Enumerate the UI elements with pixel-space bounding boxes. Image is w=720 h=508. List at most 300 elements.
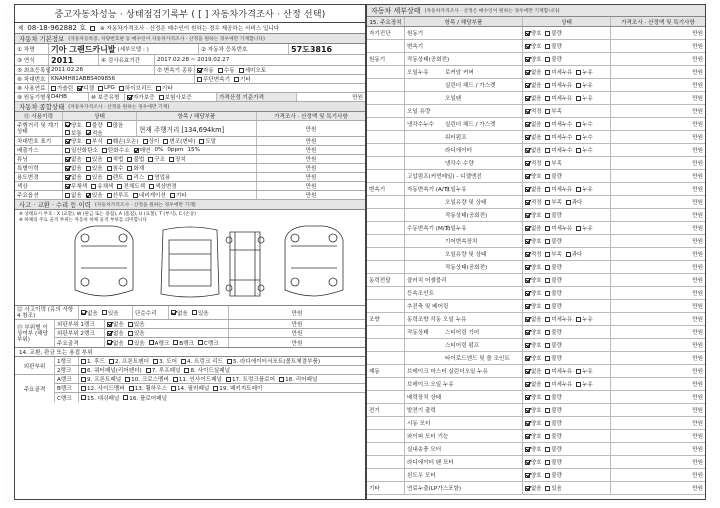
detail-status-checkbox[interactable] bbox=[525, 83, 530, 88]
detail-status-cell bbox=[523, 40, 611, 52]
detail-status-checkbox[interactable] bbox=[525, 148, 530, 153]
sunroof-checkbox[interactable] bbox=[107, 193, 112, 198]
tuning-row bbox=[15, 155, 365, 164]
detail-status-checkbox[interactable] bbox=[545, 330, 550, 335]
detail-group-label bbox=[367, 378, 405, 390]
detail-group-label bbox=[367, 261, 405, 273]
usage-none-checkbox[interactable] bbox=[65, 175, 70, 180]
detail-status-checkbox[interactable] bbox=[545, 395, 550, 400]
trans-manual-checkbox[interactable] bbox=[218, 68, 223, 73]
detail-status-label: 없음 bbox=[531, 369, 542, 375]
outer2-yes-checkbox[interactable] bbox=[128, 331, 133, 336]
detail-status-checkbox[interactable] bbox=[545, 343, 550, 348]
detail-item-cell bbox=[405, 391, 523, 403]
detail-status-checkbox[interactable] bbox=[525, 460, 530, 465]
odo-bad-checkbox[interactable] bbox=[86, 122, 91, 127]
exchange-item bbox=[123, 394, 167, 402]
detail-status-checkbox[interactable] bbox=[545, 291, 550, 296]
odo-normal-checkbox[interactable] bbox=[65, 130, 70, 135]
hc-value: 0ppm bbox=[167, 147, 184, 153]
detail-price-unit: 만원 bbox=[692, 460, 703, 466]
rent-checkbox[interactable] bbox=[107, 175, 112, 180]
detail-group-label bbox=[367, 417, 405, 429]
detail-status-cell bbox=[523, 391, 611, 403]
detail-status-checkbox[interactable] bbox=[545, 44, 550, 49]
detail-status-checkbox[interactable] bbox=[525, 187, 530, 192]
detail-status-checkbox[interactable] bbox=[525, 356, 530, 361]
detail-status-checkbox[interactable] bbox=[525, 382, 530, 387]
detail-status-checkbox[interactable] bbox=[545, 317, 550, 322]
exchange-item-checkbox[interactable] bbox=[213, 386, 218, 391]
detail-item-cell bbox=[405, 313, 523, 325]
tuning-illegal-checkbox[interactable] bbox=[127, 157, 132, 162]
detail-status-checkbox[interactable] bbox=[545, 122, 550, 127]
detail-status-checkbox[interactable] bbox=[525, 96, 530, 101]
detail-status-checkbox[interactable] bbox=[525, 304, 530, 309]
detail-status-checkbox[interactable] bbox=[576, 96, 581, 101]
detail-status-checkbox[interactable] bbox=[576, 187, 581, 192]
detail-status-checkbox[interactable] bbox=[525, 447, 530, 452]
detail-price-unit: 만원 bbox=[692, 226, 703, 232]
detail-status-option bbox=[545, 133, 572, 141]
detail-price-unit: 만원 bbox=[692, 161, 703, 167]
frame-none-label: 없음 bbox=[113, 340, 124, 347]
detail-col-price: 가격조사 · 산정액 및 특기사항 bbox=[621, 19, 695, 26]
detail-status-option bbox=[525, 393, 541, 401]
detail-status-label: 불량 bbox=[551, 395, 562, 401]
detail-status-checkbox[interactable] bbox=[576, 70, 581, 75]
detail-status-checkbox[interactable] bbox=[545, 447, 550, 452]
detail-price-unit: 만원 bbox=[692, 421, 703, 427]
detail-status-checkbox[interactable] bbox=[525, 213, 530, 218]
detail-status-checkbox[interactable] bbox=[525, 278, 530, 283]
detail-status-label: 없음 bbox=[531, 148, 542, 154]
detail-status-option bbox=[545, 94, 572, 102]
detail-row bbox=[367, 79, 705, 92]
detail-status-checkbox[interactable] bbox=[545, 473, 550, 478]
detail-item-label: 오일유량 및 상태 bbox=[445, 200, 487, 206]
detail-group-label bbox=[367, 235, 405, 247]
detail-status-checkbox[interactable] bbox=[525, 31, 530, 36]
detail-status-checkbox[interactable] bbox=[525, 239, 530, 244]
detail-status-label: 불량 bbox=[551, 408, 562, 414]
business-label: 영업용 bbox=[154, 175, 171, 181]
detail-group-label bbox=[367, 443, 405, 455]
repaint-checkbox[interactable] bbox=[117, 184, 122, 189]
detail-status-checkbox[interactable] bbox=[525, 122, 530, 127]
year-label: ③ 연식 bbox=[15, 55, 49, 65]
detail-item-cell bbox=[405, 456, 523, 468]
year-value: 2011 bbox=[49, 55, 99, 65]
detail-status-label: 미세누수 bbox=[551, 135, 573, 141]
fuel-lpg-checkbox[interactable] bbox=[98, 86, 103, 91]
warranty-insurer-checkbox[interactable] bbox=[159, 95, 164, 100]
detail-status-checkbox[interactable] bbox=[545, 70, 550, 75]
detail-status-checkbox[interactable] bbox=[525, 421, 530, 426]
usage-label: 용도변경 bbox=[15, 173, 63, 181]
achromatic-checkbox[interactable] bbox=[65, 184, 70, 189]
detail-status-checkbox[interactable] bbox=[525, 369, 530, 374]
detail-status-checkbox[interactable] bbox=[576, 135, 581, 140]
detail-status-checkbox[interactable] bbox=[545, 356, 550, 361]
detail-status-option bbox=[545, 146, 572, 154]
detail-status-checkbox[interactable] bbox=[545, 304, 550, 309]
detail-section bbox=[367, 5, 705, 17]
detail-status-checkbox[interactable] bbox=[545, 174, 550, 179]
detail-status-label: 불량 bbox=[551, 239, 562, 245]
detail-item-cell bbox=[405, 27, 523, 39]
detail-status-checkbox[interactable] bbox=[576, 148, 581, 153]
detail-status-checkbox[interactable] bbox=[525, 408, 530, 413]
options-yes-checkbox[interactable] bbox=[86, 193, 91, 198]
outer1-none-label: 없음 bbox=[113, 322, 124, 328]
accident-yes-checkbox[interactable] bbox=[102, 310, 107, 315]
detail-item-cell bbox=[405, 469, 523, 481]
detail-status-checkbox[interactable] bbox=[576, 317, 581, 322]
hc-checkbox[interactable] bbox=[102, 148, 107, 153]
lease-checkbox[interactable] bbox=[127, 175, 132, 180]
exchange-item-checkbox[interactable] bbox=[125, 377, 130, 382]
tuning-device-checkbox[interactable] bbox=[169, 157, 174, 162]
usage-yes-checkbox[interactable] bbox=[86, 175, 91, 180]
detail-status-checkbox[interactable] bbox=[525, 395, 530, 400]
detail-header-row bbox=[367, 17, 705, 27]
detail-group-label bbox=[367, 170, 405, 182]
options-other-checkbox[interactable] bbox=[170, 193, 175, 198]
detail-row bbox=[367, 339, 705, 352]
detail-status-option bbox=[525, 263, 541, 271]
detail-item-label: 배력장치 상태 bbox=[407, 395, 442, 401]
detail-status-option bbox=[545, 458, 561, 466]
frame-c-checkbox[interactable] bbox=[198, 340, 203, 345]
exchange-item-checkbox[interactable] bbox=[129, 386, 134, 391]
exchange-item-checkbox[interactable] bbox=[81, 368, 86, 373]
detail-status-label: 불량 bbox=[551, 473, 562, 479]
detail-status-label: 불량 bbox=[551, 447, 562, 453]
detail-status-checkbox[interactable] bbox=[545, 434, 550, 439]
detail-status-label: 적정 bbox=[531, 252, 542, 258]
detail-status-option bbox=[525, 172, 541, 180]
detail-status-label: 없음 bbox=[531, 187, 542, 193]
detail-status-checkbox[interactable] bbox=[545, 369, 550, 374]
detail-status-checkbox[interactable] bbox=[525, 57, 530, 62]
detail-item-cell bbox=[405, 53, 523, 65]
odo-bad-label: 불량 bbox=[91, 122, 103, 129]
detail-status-checkbox[interactable] bbox=[525, 473, 530, 478]
detail-status-checkbox[interactable] bbox=[525, 135, 530, 140]
exchange-item-checkbox[interactable] bbox=[153, 359, 158, 364]
fire-label: 화재 bbox=[133, 166, 145, 172]
exchange-item-label: 15. 대쉬패널 bbox=[87, 395, 120, 402]
detail-status-checkbox[interactable] bbox=[545, 187, 550, 192]
detail-row bbox=[367, 209, 705, 222]
detail-status-label: 불량 bbox=[551, 304, 562, 310]
detail-status-label: 없음 bbox=[531, 382, 542, 388]
detail-status-checkbox[interactable] bbox=[545, 226, 550, 231]
detail-status-checkbox[interactable] bbox=[545, 31, 550, 36]
frame-yes-checkbox[interactable] bbox=[128, 340, 133, 345]
detail-group-label bbox=[367, 248, 405, 260]
fuel-gasoline-label: 가솔린 bbox=[57, 86, 74, 92]
detail-status-checkbox[interactable] bbox=[525, 291, 530, 296]
detail-status-option bbox=[525, 484, 541, 492]
exchange-item-checkbox[interactable] bbox=[226, 377, 231, 382]
exchange-item-checkbox[interactable] bbox=[146, 368, 151, 373]
detail-status-checkbox[interactable] bbox=[545, 486, 550, 491]
vin-rust-checkbox[interactable] bbox=[86, 139, 91, 144]
trans-auto-checkbox[interactable] bbox=[197, 68, 202, 73]
detail-status-checkbox[interactable] bbox=[545, 239, 550, 244]
detail-status-checkbox[interactable] bbox=[525, 343, 530, 348]
frame-none-checkbox[interactable] bbox=[107, 340, 112, 345]
repair-none-checkbox[interactable] bbox=[171, 310, 176, 315]
detail-status-option bbox=[525, 185, 541, 193]
exchange-item-checkbox[interactable] bbox=[109, 359, 114, 364]
vin-smear-checkbox[interactable] bbox=[199, 139, 204, 144]
detail-status-option bbox=[525, 471, 541, 479]
ex-rankb-row bbox=[55, 384, 365, 393]
smoke-checkbox[interactable] bbox=[134, 148, 139, 153]
detail-status-checkbox[interactable] bbox=[525, 486, 530, 491]
detail-status-checkbox[interactable] bbox=[576, 382, 581, 387]
vin-damage-checkbox[interactable] bbox=[107, 139, 112, 144]
color-change-label: 색상변경 bbox=[155, 184, 177, 190]
detail-item-label: 등속조인트 bbox=[407, 291, 435, 297]
detail-status-label: 누유 bbox=[582, 382, 593, 388]
frame-label: 주요골격 bbox=[55, 338, 105, 347]
tuning-none-checkbox[interactable] bbox=[65, 157, 70, 162]
detail-status-checkbox[interactable] bbox=[525, 161, 530, 166]
detail-status-option bbox=[525, 159, 541, 167]
detail-status-checkbox[interactable] bbox=[576, 122, 581, 127]
detail-status-checkbox[interactable] bbox=[545, 408, 550, 413]
exchange-item bbox=[81, 375, 121, 383]
detail-group-label bbox=[367, 326, 405, 338]
smoke-value: 15% bbox=[187, 147, 200, 153]
fuel-hybrid-checkbox[interactable] bbox=[119, 86, 124, 91]
vin-value: KNAMH81ABBS409856 bbox=[49, 75, 195, 83]
accident-none-checkbox[interactable] bbox=[81, 310, 86, 315]
detail-item-cell bbox=[405, 131, 523, 143]
exchange-item bbox=[129, 384, 167, 392]
detail-item-cell bbox=[405, 183, 523, 195]
trans-other-checkbox[interactable] bbox=[234, 77, 239, 82]
detail-status-checkbox[interactable] bbox=[525, 330, 530, 335]
detail-status-option bbox=[545, 211, 561, 219]
detail-status-checkbox[interactable] bbox=[525, 317, 530, 322]
exchange-item-checkbox[interactable] bbox=[123, 395, 128, 400]
odo-many-checkbox[interactable] bbox=[107, 122, 112, 127]
outer2-none-checkbox[interactable] bbox=[107, 331, 112, 336]
options-none-label: 없음 bbox=[71, 193, 82, 199]
detail-row bbox=[367, 118, 705, 131]
trans-semi-checkbox[interactable] bbox=[239, 68, 244, 73]
detail-status-checkbox[interactable] bbox=[566, 252, 571, 257]
chromatic-checkbox[interactable] bbox=[91, 184, 96, 189]
frame-a-checkbox[interactable] bbox=[149, 340, 154, 345]
detail-status-label: 누유 bbox=[582, 317, 593, 323]
detail-status-checkbox[interactable] bbox=[525, 226, 530, 231]
detail-status-checkbox[interactable] bbox=[525, 174, 530, 179]
detail-status-checkbox[interactable] bbox=[525, 265, 530, 270]
tuning-yes-checkbox[interactable] bbox=[86, 157, 91, 162]
outer2-none-label: 없음 bbox=[113, 331, 124, 337]
exchange-item-checkbox[interactable] bbox=[173, 377, 178, 382]
special-none-checkbox[interactable] bbox=[65, 166, 70, 171]
exchange-item-checkbox[interactable] bbox=[81, 359, 86, 364]
tuning-yes-label: 있음 bbox=[91, 157, 103, 163]
detail-status-checkbox[interactable] bbox=[545, 135, 550, 140]
vin-altered-checkbox[interactable] bbox=[163, 139, 168, 144]
outer2-price-unit: 만원 bbox=[291, 331, 303, 337]
detail-status-checkbox[interactable] bbox=[576, 369, 581, 374]
options-yes-label: 있음 bbox=[91, 193, 103, 199]
vin-altered-label: 변조(변타) bbox=[169, 139, 196, 145]
vin-diff-checkbox[interactable] bbox=[143, 139, 148, 144]
exchange-item-checkbox[interactable] bbox=[171, 386, 176, 391]
fuel-label: ⑧ 사용연료 bbox=[15, 84, 49, 92]
detail-status-label: 미세누유 bbox=[551, 382, 573, 388]
detail-status-checkbox[interactable] bbox=[525, 70, 530, 75]
detail-status-cell bbox=[523, 430, 611, 442]
fuel-other-checkbox[interactable] bbox=[156, 86, 161, 91]
detail-item-label: 오일유량 및 상태 bbox=[445, 252, 487, 258]
frame-yes-label: 있음 bbox=[133, 340, 145, 347]
special-yes-checkbox[interactable] bbox=[86, 166, 91, 171]
navi-checkbox[interactable] bbox=[133, 193, 138, 198]
trans-cvt-checkbox[interactable] bbox=[197, 77, 202, 82]
detail-status-option bbox=[525, 354, 541, 362]
detail-status-option bbox=[525, 94, 541, 102]
detail-item-label: 타이로드엔드 및 볼 조인트 bbox=[445, 356, 510, 362]
detail-status-checkbox[interactable] bbox=[576, 83, 581, 88]
detail-subgroup-label: 오일누유 bbox=[407, 70, 429, 76]
detail-status-checkbox[interactable] bbox=[545, 161, 550, 166]
detail-status-checkbox[interactable] bbox=[525, 252, 530, 257]
detail-status-checkbox[interactable] bbox=[545, 83, 550, 88]
outer1-row bbox=[55, 320, 365, 329]
detail-status-label: 불량 bbox=[551, 278, 562, 284]
detail-price-unit: 만원 bbox=[692, 304, 703, 310]
detail-status-option bbox=[576, 68, 592, 76]
outer1-none-checkbox[interactable] bbox=[107, 322, 112, 327]
detail-status-option bbox=[545, 367, 572, 375]
detail-item-cell bbox=[405, 326, 523, 338]
detail-status-checkbox[interactable] bbox=[545, 421, 550, 426]
exchange-item-checkbox[interactable] bbox=[81, 377, 86, 382]
detail-status-cell bbox=[523, 105, 611, 117]
options-label: 주요옵션 bbox=[15, 191, 63, 199]
exchange-item-checkbox[interactable] bbox=[184, 368, 189, 373]
business-checkbox[interactable] bbox=[148, 175, 153, 180]
warranty-insurer-label: 보험사보증 bbox=[164, 95, 192, 101]
color-change-checkbox[interactable] bbox=[149, 184, 154, 189]
detail-status-label: 미세누유 bbox=[551, 96, 573, 102]
detail-price-unit: 만원 bbox=[692, 148, 703, 154]
flood-checkbox[interactable] bbox=[107, 166, 112, 171]
warranty-self-checkbox[interactable] bbox=[127, 95, 132, 100]
outer1-yes-checkbox[interactable] bbox=[128, 322, 133, 327]
detail-status-option bbox=[576, 120, 592, 128]
detail-status-option bbox=[545, 120, 572, 128]
detail-status-checkbox[interactable] bbox=[545, 148, 550, 153]
detail-row bbox=[367, 313, 705, 326]
fire-checkbox[interactable] bbox=[127, 166, 132, 171]
detail-status-cell bbox=[523, 183, 611, 195]
detail-row bbox=[367, 430, 705, 443]
detail-status-label: 양호 bbox=[531, 421, 542, 427]
detail-status-option bbox=[525, 146, 541, 154]
odo-good-checkbox[interactable] bbox=[65, 122, 70, 127]
base-price-label: 가격산정 기준가격 bbox=[217, 93, 297, 101]
detail-group-label bbox=[367, 196, 405, 208]
detail-item-label: 스티어링 기어 bbox=[445, 330, 480, 336]
detail-status-option bbox=[545, 432, 561, 440]
fuel-diesel-checkbox[interactable] bbox=[77, 86, 82, 91]
repair-yes-checkbox[interactable] bbox=[192, 310, 197, 315]
detail-group-label bbox=[367, 157, 405, 169]
detail-status-checkbox[interactable] bbox=[545, 382, 550, 387]
exchange-item-checkbox[interactable] bbox=[81, 386, 86, 391]
detail-status-label: 불량 bbox=[551, 330, 562, 336]
lease-label: 리스 bbox=[133, 175, 145, 181]
car-name-label: ① 차명 bbox=[15, 44, 49, 54]
detail-status-checkbox[interactable] bbox=[525, 44, 530, 49]
detail-status-checkbox[interactable] bbox=[566, 200, 571, 205]
detail-item-cell bbox=[405, 300, 523, 312]
detail-status-label: 양호 bbox=[531, 291, 542, 297]
options-none-checkbox[interactable] bbox=[65, 193, 70, 198]
detail-status-checkbox[interactable] bbox=[545, 200, 550, 205]
frame-b-checkbox[interactable] bbox=[173, 340, 178, 345]
detail-item-label: 윈도우 모터 bbox=[407, 473, 436, 479]
legend-frame-note: ※ 하체의 주요 골격 부위는 자동차 하체 골격 부위를 의미합니다 bbox=[19, 218, 147, 223]
detail-status-option bbox=[525, 211, 541, 219]
detail-status-checkbox[interactable] bbox=[525, 200, 530, 205]
tuning-legal-label: 적법 bbox=[112, 157, 124, 163]
detail-status-checkbox[interactable] bbox=[525, 109, 530, 114]
detail-status-checkbox[interactable] bbox=[545, 460, 550, 465]
exchange-item-checkbox[interactable] bbox=[279, 377, 284, 382]
exchange-item-label: 19. 패키지트레이 bbox=[219, 386, 263, 392]
detail-status-checkbox[interactable] bbox=[576, 226, 581, 231]
detail-status-checkbox[interactable] bbox=[545, 213, 550, 218]
detail-status-checkbox[interactable] bbox=[525, 434, 530, 439]
price-check-checkbox[interactable] bbox=[90, 26, 95, 31]
exchange-item-checkbox[interactable] bbox=[227, 359, 232, 364]
detail-status-cell bbox=[523, 339, 611, 351]
detail-item-label: 시동 모터 bbox=[407, 421, 431, 427]
detail-status-checkbox[interactable] bbox=[545, 278, 550, 283]
detail-status-label: 없음 bbox=[531, 96, 542, 102]
detail-status-checkbox[interactable] bbox=[545, 109, 550, 114]
detail-price-unit: 만원 bbox=[692, 369, 703, 375]
detail-status-checkbox[interactable] bbox=[545, 252, 550, 257]
exchange-item-checkbox[interactable] bbox=[181, 359, 186, 364]
odo-few-checkbox[interactable] bbox=[86, 130, 91, 135]
co-checkbox[interactable] bbox=[65, 148, 70, 153]
detail-status-checkbox[interactable] bbox=[545, 96, 550, 101]
vin-good-checkbox[interactable] bbox=[65, 139, 70, 144]
tuning-legal-checkbox[interactable] bbox=[107, 157, 112, 162]
exchange-item-checkbox[interactable] bbox=[81, 395, 86, 400]
detail-status-checkbox[interactable] bbox=[545, 265, 550, 270]
detail-status-checkbox[interactable] bbox=[545, 57, 550, 62]
tuning-struct-checkbox[interactable] bbox=[148, 157, 153, 162]
fuel-gasoline-checkbox[interactable] bbox=[51, 86, 56, 91]
detail-item-label: 변속기 bbox=[407, 44, 424, 50]
accident-none-label: 없음 bbox=[87, 310, 98, 317]
